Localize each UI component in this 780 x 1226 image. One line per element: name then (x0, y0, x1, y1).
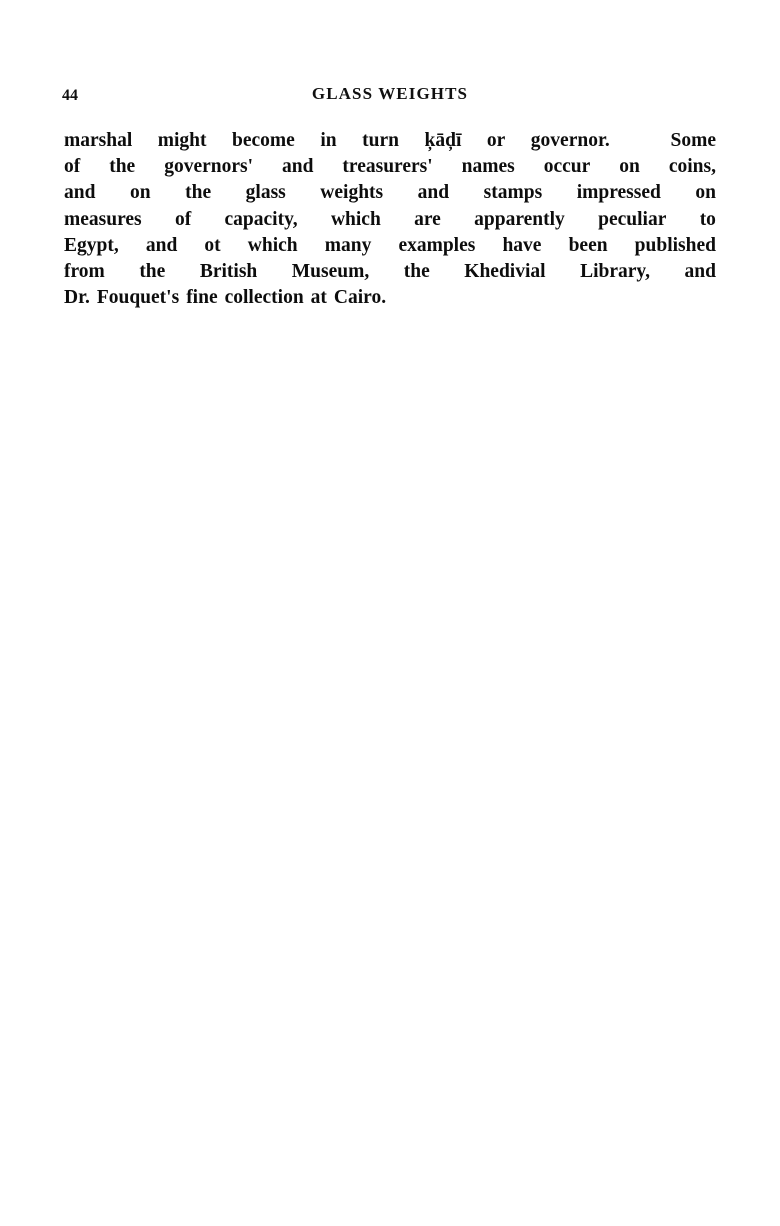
word: capacity, (224, 208, 298, 230)
word: many (324, 234, 372, 256)
word: the (185, 182, 212, 204)
word: the (139, 261, 166, 283)
word: which (247, 234, 298, 256)
word: of (174, 208, 192, 230)
page-number: 44 (62, 87, 78, 104)
word: might (157, 130, 207, 151)
text-line (64, 154, 716, 180)
word: measures (64, 208, 142, 230)
text-line (64, 180, 716, 206)
word: glass (245, 182, 286, 204)
word: Library, (580, 261, 650, 283)
word: and (64, 182, 96, 204)
word: weights (320, 182, 384, 204)
word: apparently (474, 208, 565, 230)
word: occur (543, 156, 591, 178)
word: Fouquet's (96, 287, 180, 309)
word: the (403, 261, 430, 283)
text-line (64, 128, 716, 154)
body-paragraph (64, 128, 716, 311)
word: coins, (668, 156, 716, 178)
word: Khedivial (464, 261, 546, 283)
word: Egypt, (64, 234, 119, 256)
word: of (64, 156, 81, 178)
word: fine (186, 287, 218, 309)
word: to (699, 208, 716, 230)
word: Museum, (291, 261, 370, 283)
word: Some (670, 130, 716, 151)
word: impressed (576, 182, 661, 204)
word: published (634, 234, 716, 256)
word: governor. (530, 130, 610, 151)
running-head: GLASS WEIGHTS (311, 84, 469, 103)
word (635, 128, 645, 154)
text-line (64, 259, 716, 285)
word: have (502, 234, 542, 256)
text-line (64, 285, 716, 311)
text-line (64, 207, 716, 233)
word: are (414, 208, 441, 230)
word: been (568, 234, 608, 256)
word: names (461, 156, 515, 178)
word: Dr. (64, 287, 90, 309)
word: turn (362, 130, 399, 151)
word: become (232, 130, 295, 151)
word: collection (224, 287, 304, 309)
word: or (486, 130, 506, 151)
word: marshal (64, 130, 133, 151)
word: Cairo. (333, 287, 387, 309)
word: and (281, 156, 314, 178)
word: on (695, 182, 716, 204)
text-line (64, 233, 716, 259)
word: which (330, 208, 381, 230)
word: and (145, 234, 178, 256)
word: in (320, 130, 337, 151)
word: peculiar (598, 208, 667, 230)
word: governors' (164, 156, 254, 178)
word: treasurers' (342, 156, 433, 178)
word: and (684, 261, 716, 283)
word: on (619, 156, 640, 178)
word: ot (204, 234, 221, 256)
word: British (199, 261, 258, 283)
word: stamps (483, 182, 543, 204)
word: examples (398, 234, 476, 256)
word: ķāḑī (424, 130, 462, 151)
word: the (109, 156, 136, 178)
word: from (64, 261, 105, 283)
word: at (310, 287, 327, 309)
word: and (417, 182, 450, 204)
word: on (129, 182, 151, 204)
page-header (62, 84, 718, 106)
